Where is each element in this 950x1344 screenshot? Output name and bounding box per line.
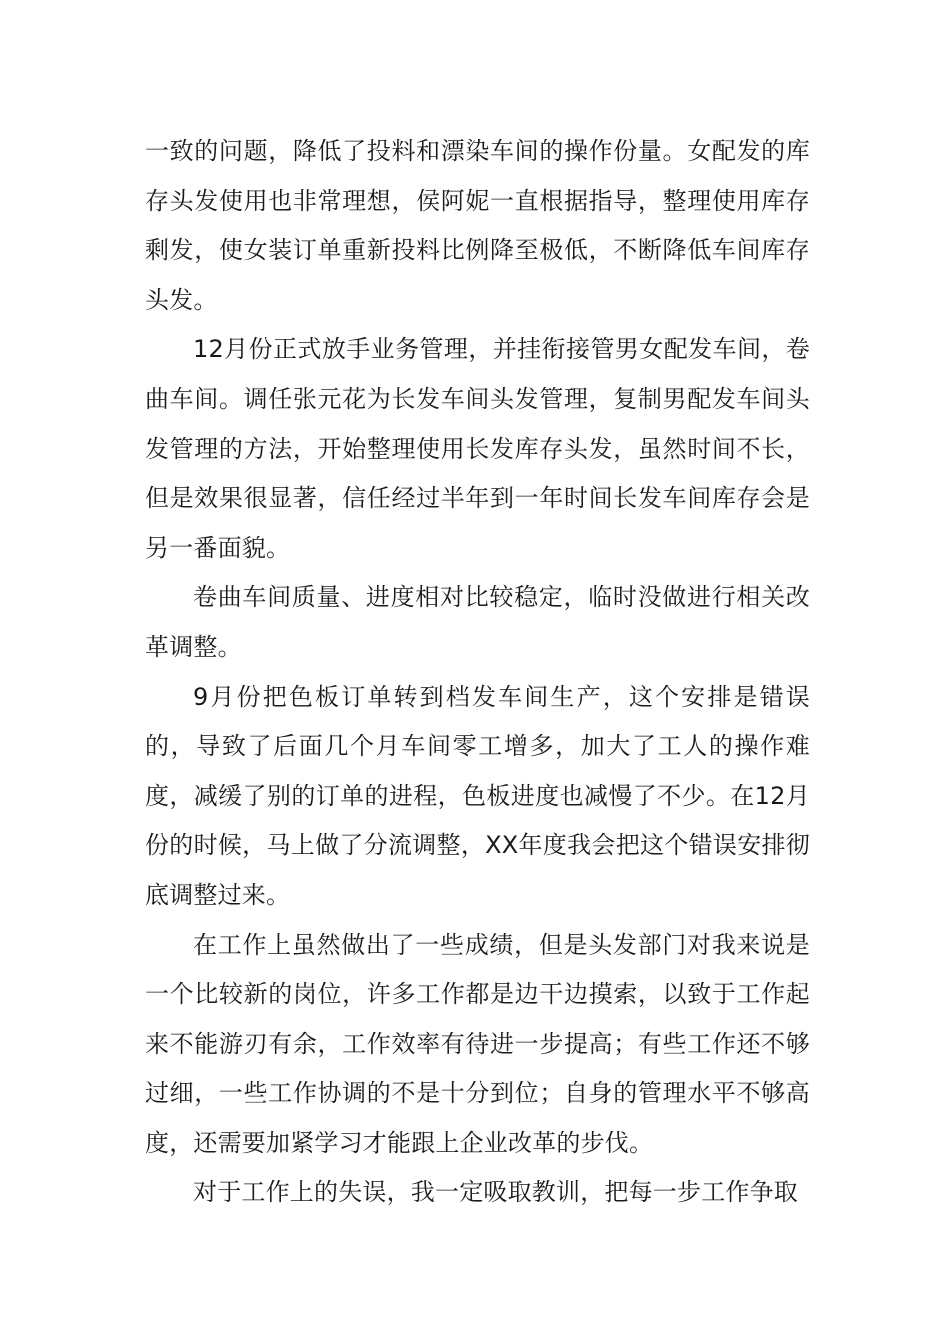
paragraph-continuation: 一致的问题，降低了投料和漂染车间的操作份量。女配发的库存头发使用也非常理想，侯阿妮一直根据指导，整理使用库存剩发，使女装订单重新投料比例降至极低，不断降低车间库存头发。 [145, 137, 810, 314]
paragraph-curling-workshop: 卷曲车间质量、进度相对比较稳定，临时没做进行相关改革调整。 [145, 583, 810, 661]
paragraph-september-color-board: 9月份把色板订单转到档发车间生产，这个安排是错误的，导致了后面几个月车间零工增多，加大了工人的操作难度，减缓了别的订单的进程，色板进度也减慢了不少。在12月份的时候，马上做了分流调整，XX年度我会把这个错误安排彻底调整过来。 [145, 682, 810, 909]
document-body [145, 127, 810, 1218]
paragraph-december-management: 12月份正式放手业务管理，并挂衔接管男女配发车间，卷曲车间。调任张元花为长发车间头发管理，复制男配发车间头发管理的方法，开始整理使用长发库存头发，虽然时间不长，但是效果很显著，信任经过半年到一年时间长发车间库存会是另一番面貌。 [145, 335, 810, 562]
paragraph-shortcomings: 在工作上虽然做出了一些成绩，但是头发部门对我来说是一个比较新的岗位，许多工作都是边干边摸索，以致于工作起来不能游刃有余，工作效率有待进一步提高；有些工作还不够过细，一些工作协调的不是十分到位；自身的管理水平不够高度，还需要加紧学习才能跟上企业改革的步伐。 [145, 930, 810, 1157]
paragraph-lessons: 对于工作上的失误，我一定吸取教训，把每一步工作争取 [193, 1178, 798, 1207]
